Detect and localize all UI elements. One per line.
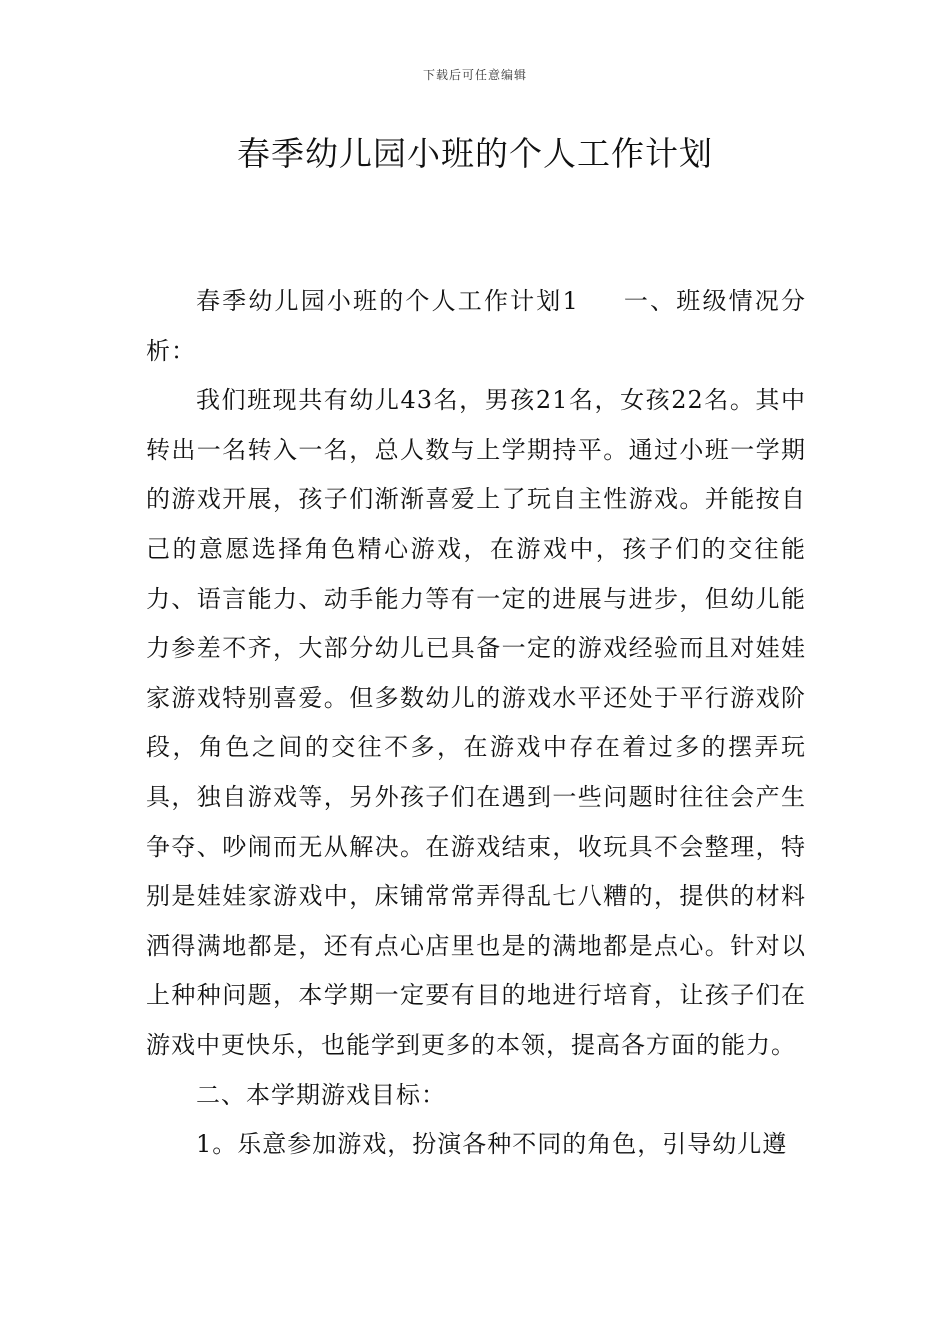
document-body — [146, 277, 806, 1170]
section-2-heading: 二、本学期游戏目标： — [196, 1080, 446, 1109]
plan-subtitle: 春季幼儿园小班的个人工作计划1 — [196, 287, 579, 315]
header-note: 下载后可任意编辑 — [422, 68, 527, 82]
paragraph-class-analysis: 我们班现共有幼儿43名，男孩21名，女孩22名。其中转出一名转入一名，总人数与上学期持平。通过小班一学期的游戏开展，孩子们渐渐喜爱上了玩自主性游戏。并能按自己的意愿选择角色精心游戏，在游戏中，孩子们的交往能力、语言能力、动手能力等有一定的进展与进步，但幼儿能力参差不齐，大部分幼儿已具备一定的游戏经验而且对娃娃家游戏特别喜爱。但多数幼儿的游戏水平还处于平行游戏阶段，角色之间的交往不多，在游戏中存在着过多的摆弄玩具，独自游戏等，另外孩子们在遇到一些问题时往往会产生争夺、吵闹而无从解决。在游戏结束，收玩具不会整理，特别是娃娃家游戏中，床铺常常弄得乱七八糟的，提供的材料洒得满地都是，还有点心店里也是的满地都是点心。针对以上种种问题，本学期一定要有目的地进行培育，让孩子们在游戏中更快乐，也能学到更多的本领，提高各方面的能力。 — [146, 386, 806, 1059]
goal-item-1: 1。乐意参加游戏，扮演各种不同的角色，引导幼儿遵 — [196, 1130, 788, 1159]
intro-paragraph — [146, 277, 806, 376]
section-1-heading: 一、班级情况分析： — [146, 287, 806, 365]
document-title: 春季幼儿园小班的个人工作计划 — [237, 134, 713, 173]
